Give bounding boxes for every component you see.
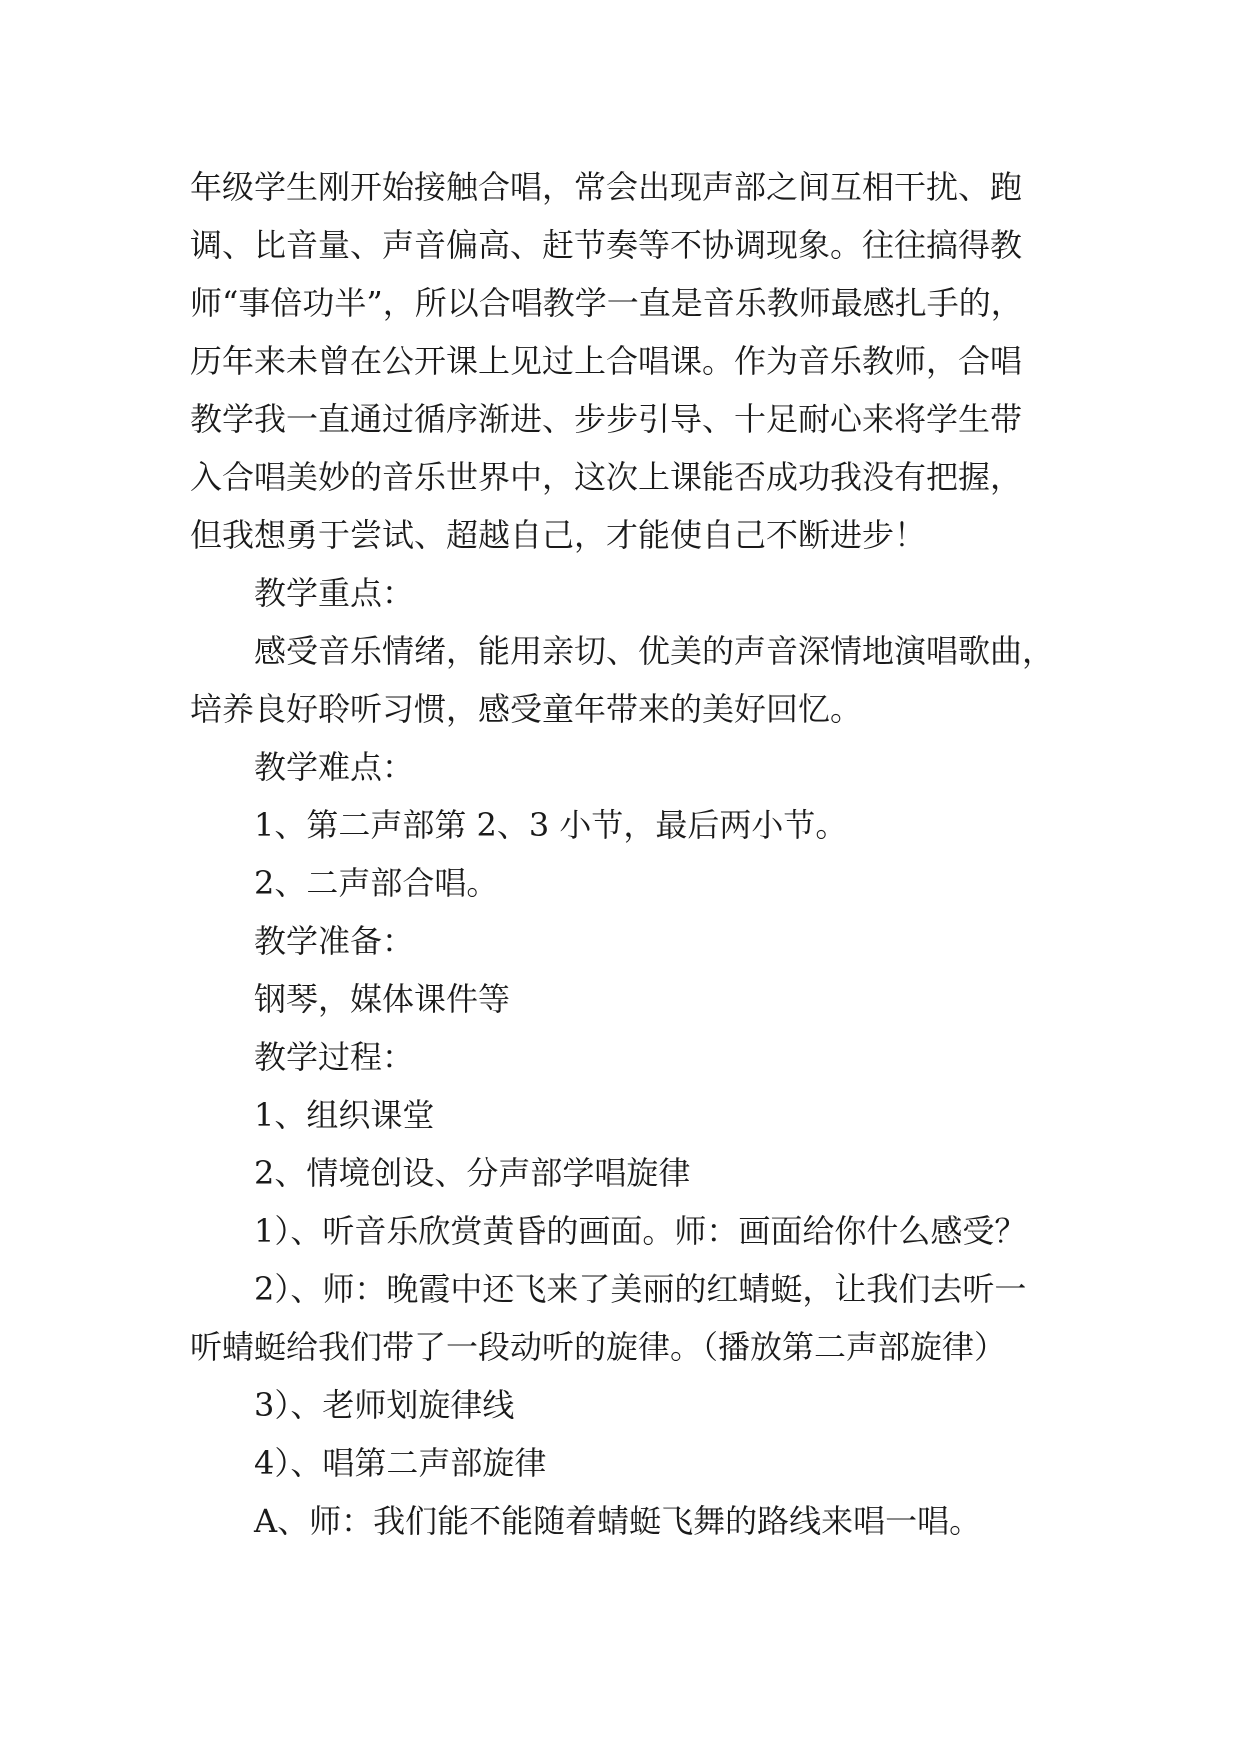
process-step-2	[190, 1260, 1070, 1376]
preparation-text: 钢琴，媒体课件等	[254, 980, 511, 1018]
difficulties-heading: 教学难点：	[254, 748, 415, 786]
intro-line: 调、比音量、声音偏高、赶节奏等不协调现象。往往搞得教	[190, 226, 1023, 264]
intro-line: 师“事倍功半”，所以合唱教学一直是音乐教师最感扎手的，	[190, 284, 1023, 322]
preparation-heading: 教学准备：	[254, 922, 415, 960]
process-step-a: A、师：我们能不能随着蜻蜓飞舞的路线来唱一唱。	[254, 1502, 982, 1540]
intro-line: 年级学生刚开始接触合唱，常会出现声部之间互相干扰、跑	[190, 168, 1023, 206]
process-step-3: 3）、老师划旋律线	[254, 1386, 515, 1424]
difficulty-item-2: 2、二声部合唱。	[254, 864, 499, 902]
process-item-2: 2、情境创设、分声部学唱旋律	[254, 1154, 691, 1192]
process-item-1: 1、组织课堂	[254, 1096, 435, 1134]
process-step-4: 4）、唱第二声部旋律	[254, 1444, 547, 1482]
intro-line: 入合唱美妙的音乐世界中，这次上课能否成功我没有把握，	[190, 458, 1023, 496]
key-points-heading: 教学重点：	[254, 574, 415, 612]
process-step-2-line: 听蜻蜓给我们带了一段动听的旋律。（播放第二声部旋律）	[190, 1328, 1007, 1366]
process-step-2-line: 2）、师：晚霞中还飞来了美丽的红蜻蜓，让我们去听一	[254, 1270, 1027, 1308]
difficulty-item-1: 1、第二声部第 2、3 小节，最后两小节。	[254, 806, 848, 844]
intro-line: 历年来未曾在公开课上见过上合唱课。作为音乐教师，合唱	[190, 342, 1023, 380]
intro-line: 但我想勇于尝试、超越自己，才能使自己不断进步！	[190, 516, 927, 554]
process-heading: 教学过程：	[254, 1038, 415, 1076]
key-points-paragraph	[190, 622, 1070, 738]
document-body	[190, 158, 1070, 1550]
intro-line: 教学我一直通过循序渐进、步步引导、十足耐心来将学生带	[190, 400, 1023, 438]
intro-paragraph	[190, 158, 1070, 564]
process-step-1: 1）、听音乐欣赏黄昏的画面。师：画面给你什么感受？	[254, 1212, 1027, 1250]
key-points-line: 感受音乐情绪，能用亲切、优美的声音深情地演唱歌曲，	[254, 632, 1055, 670]
key-points-line: 培养良好聆听习惯，感受童年带来的美好回忆。	[190, 690, 863, 728]
